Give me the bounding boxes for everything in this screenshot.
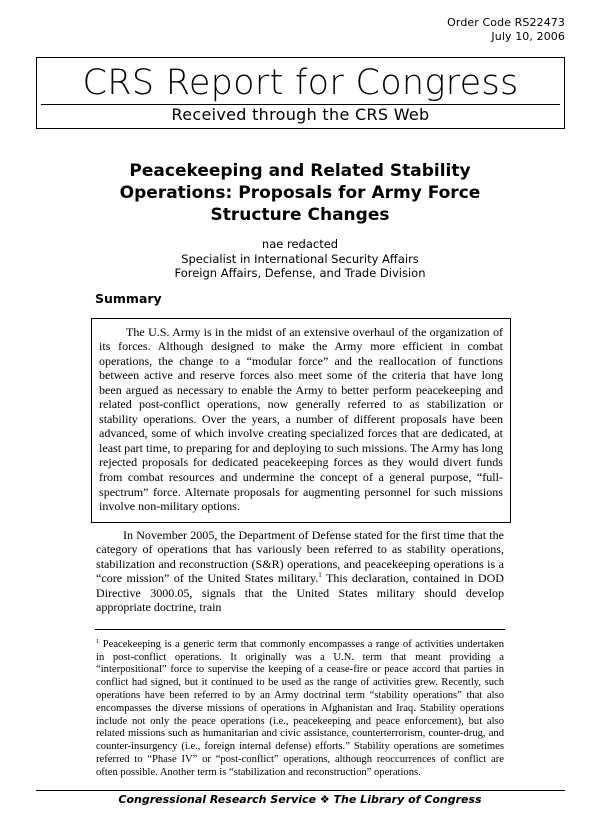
masthead-box	[36, 57, 565, 129]
summary-heading: Summary	[95, 290, 162, 306]
report-title	[90, 160, 510, 226]
body-text-after-note: This declaration, contained in DOD Directive 3000.05, signals that the United States military should develop appropriate doctrine, train	[96, 571, 504, 615]
author-block	[90, 237, 510, 281]
footnote-text: Peacekeeping is a generic term that commonly encompasses a range of activities undertaken in post-conflict operations. It originally was a U.N. term that meant providing a “interpositional” force to supervise the keeping of a cease-fire or peace accord that parties in conflict had signed, but it continued to be used as the range of activities grew. Recently, such operations have been referred to by an Army doctrinal term “stability operations” that also encompasses the diverse missions of operations in Afghanistan and Iraq. Stability operations include not only the peace operations (i.e., peacekeeping and peace enforcement), but also related missions such as humanitarian and civic assistance, counterterrorism, counter-drug, and counter-insurgency (i.e., foreign internal defense) efforts.” Stability operations are sometimes referred to “Phase IV” or “post-conflict” operations, although reoccurrences of conflict are often possible. Another term is “stabilization and reconstruction” operations.	[96, 638, 504, 778]
report-title-line: Operations: Proposals for Army Force	[119, 183, 481, 203]
author-name: nae redacted	[261, 237, 339, 251]
footnote-divider	[95, 629, 505, 630]
order-code: Order Code RS22473	[447, 16, 565, 29]
footnote-number: 1	[96, 637, 100, 645]
summary-box	[91, 318, 511, 523]
footer-divider	[36, 790, 565, 791]
page-footer: Congressional Research Service ❖ The Library of Congress	[118, 792, 482, 806]
body-paragraph	[96, 528, 504, 615]
order-info	[447, 16, 565, 44]
report-title-line: Structure Changes	[210, 205, 390, 225]
summary-text: The U.S. Army is in the midst of an extensive overhaul of the organization of its forces. Although designed to make the Army more efficient in combat operations, the change to a “modular force” and the reallocation of functions between active and reserve forces also meet some of the criteria that have long been argued as necessary to enable the Army to better perform peacekeeping and related post-conflict operations, now generally referred to as stabilization or stability operations. Over the years, a number of different proposals have been advanced, some of which involve creating specialized forces that are dedicated, at least part time, to preparing for and deploying to such missions. The Army has long rejected proposals for dedicated peacekeeping forces as they would divert funds from combat resources and undermine the concept of a general purpose, “full-spectrum” force. Alternate proposals for augmenting personnel for such missions involve non-military options.	[99, 324, 503, 514]
body-text-before-note: In November 2005, the Department of Defense stated for the first time that the category of operations that has variously been referred to as stability operations, stabilization and reconstruction (S&R) operations, and peacekeeping operations is a “core mission” of the United States military.	[96, 527, 504, 586]
report-title-line: Peacekeeping and Related Stability	[129, 161, 471, 181]
author-division: Foreign Affairs, Defense, and Trade Division	[174, 266, 426, 280]
masthead-title: CRS Report for Congress	[82, 63, 519, 103]
author-title: Specialist in International Security Affairs	[181, 251, 419, 266]
masthead-subtitle: Received through the CRS Web	[171, 105, 430, 124]
footnote	[96, 639, 504, 780]
page-content	[0, 160, 600, 815]
footnote-reference[interactable]: 1	[318, 571, 322, 580]
report-date: July 10, 2006	[491, 30, 565, 43]
